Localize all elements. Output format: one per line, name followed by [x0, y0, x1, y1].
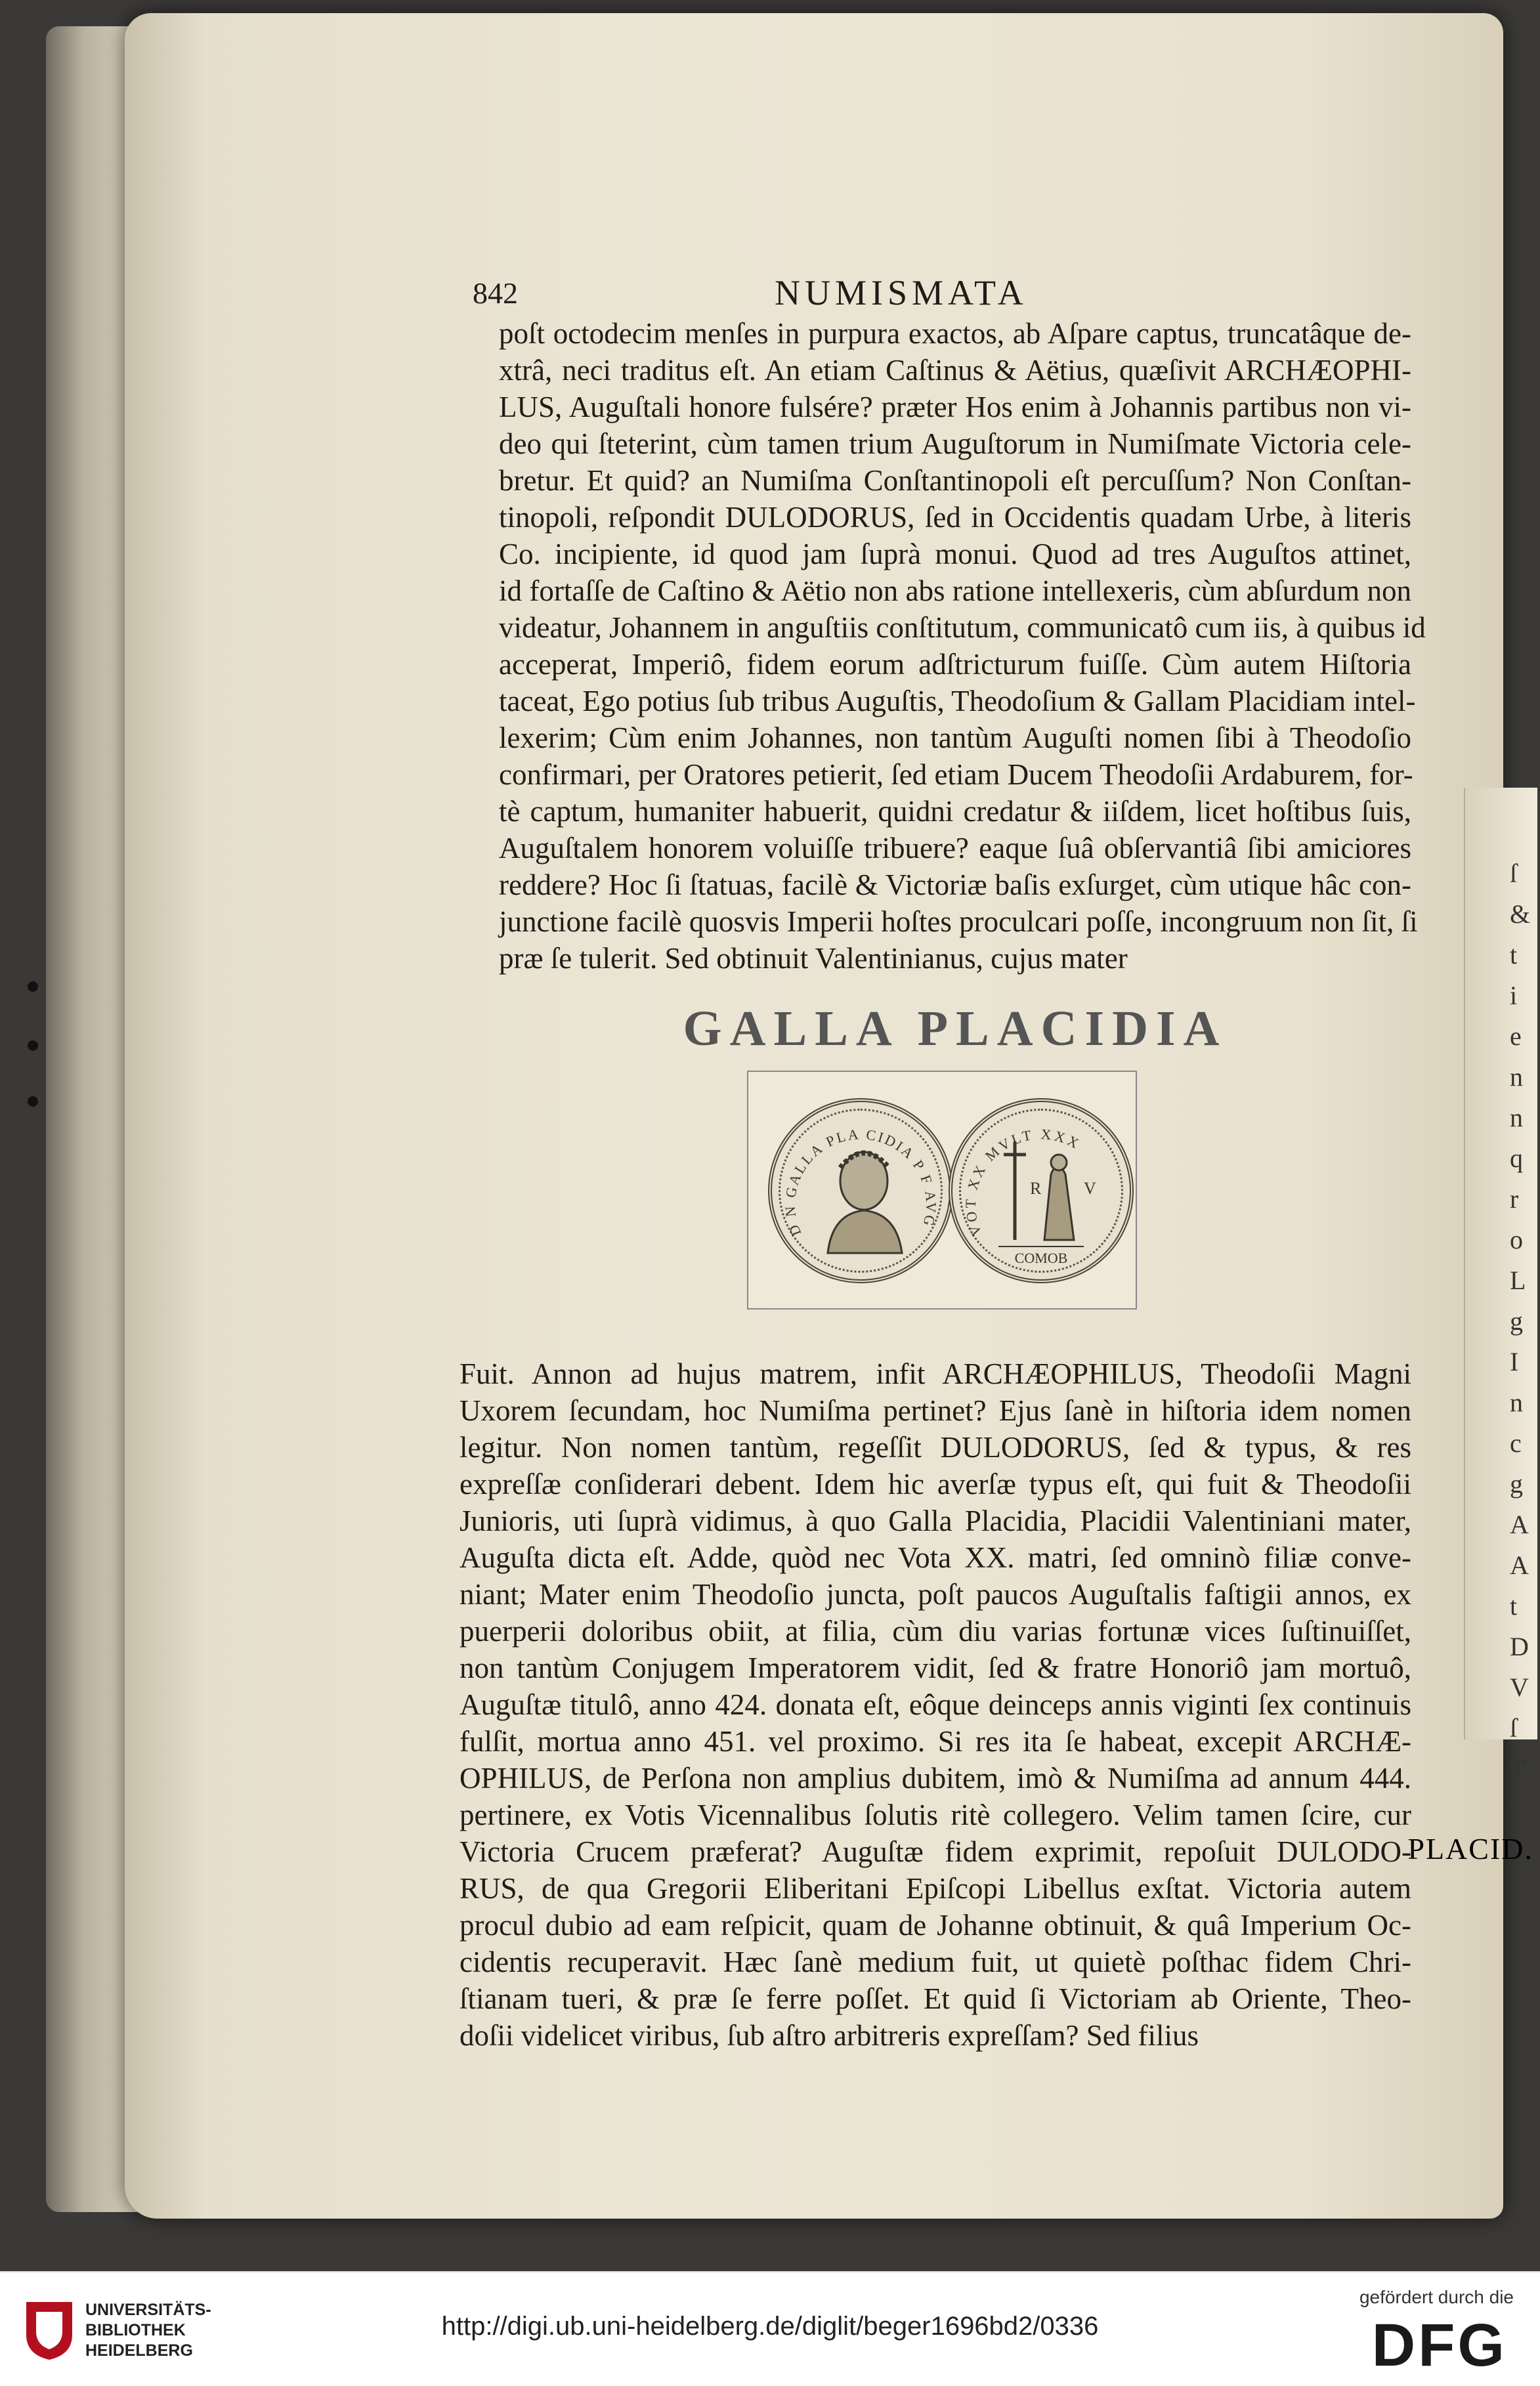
fragment-letter: D	[1510, 1632, 1529, 1661]
fragment-letter: A	[1510, 1550, 1529, 1580]
fragment-letter: o	[1510, 1225, 1523, 1254]
reverse-letter-right: V	[1084, 1179, 1096, 1198]
paragraph-2-line: RUS, de qua Gregorii Eliberitani Epiſcopi Libellus exſtat. Victoria autem	[460, 1872, 1411, 1905]
paragraph-1-line: id fortaſſe de Caſtino & Aëtio non abs ratione intellexeris, cùm abſurdum non	[499, 574, 1411, 607]
paragraph-1-line: Co. incipiente, id quod jam ſuprà monui. Quod ad tres Auguſtos attinet,	[499, 538, 1411, 570]
fragment-letter: n	[1510, 1388, 1523, 1417]
paragraph-2-line: Fuit. Annon ad hujus matrem, infit ARCHÆOPHILUS, Theodoſii Magni	[460, 1357, 1411, 1390]
fragment-letter: e	[1510, 1021, 1522, 1051]
text-block	[460, 263, 1426, 2054]
paragraph-2-line: doſii videlicet viribus, ſub aſtro arbitreris expreſſam? Sed filius	[460, 2019, 1199, 2052]
permalink-url[interactable]: http://digi.ub.uni-heidelberg.de/diglit/beger1696bd2/0336	[441, 2312, 1099, 2341]
fragment-letter: q	[1510, 1143, 1523, 1173]
paragraph-2-line: fulſit, mortua anno 451. vel proximo. Si res ita ſe habeat, excepit ARCHÆ-	[460, 1725, 1411, 1758]
exergue-mark: COMOB	[1014, 1250, 1068, 1266]
page-number: 842	[473, 276, 518, 310]
paragraph-2-line: cidentis recuperavit. Hæc ſanè medium fuit, ut quietè poſthac fidem Chri-	[460, 1946, 1411, 1978]
coin-plate	[747, 1071, 1137, 1310]
fragment-letter: I	[1510, 1347, 1519, 1376]
victory-with-cross-icon	[952, 1102, 1130, 1279]
right-page-fragment	[1510, 853, 1536, 1830]
paragraph-2-line: ſtianam tueri, & præ ſe ferre poſſet. Et quid ſi Victoriam ab Oriente, Theo-	[460, 1982, 1411, 2015]
dfg-logo: DFG	[1371, 2312, 1507, 2379]
paragraph-2-line: pertinere, ex Votis Vicennalibus ſolutis ritè collegero. Velim tamen ſcire, cur	[460, 1799, 1411, 1831]
fragment-letter: ſ	[1510, 1713, 1518, 1743]
fragment-letter: &	[1510, 899, 1531, 929]
paragraph-1-line: videatur, Johannem in anguſtiis conſtitutum, communicatô cum iis, à quibus id	[499, 611, 1426, 644]
running-title: NUMISMATA	[775, 273, 1028, 312]
paragraph-1-line: LUS, Auguſtali honore fulsére? præter Hos enim à Johannis partibus non vi-	[499, 391, 1411, 423]
paragraph-1-line: bretur. Et quid? an Numiſma Conſtantinopoli eſt percuſſum? Non Conſtan-	[499, 464, 1411, 497]
fragment-letter: A	[1510, 1510, 1529, 1539]
paragraph-1-line: confirmari, per Oratores petierit, ſed etiam Ducem Theodoſii Ardaburem, for-	[499, 758, 1413, 791]
paragraph-1-line: lexerim; Cùm enim Johannes, non tantùm Auguſti nomen ſibi à Theodoſio	[499, 721, 1411, 754]
paragraph-1-line: xtrâ, neci traditus eſt. An etiam Caſtinus & Aëtius, quæſivit ARCHÆOPHI-	[499, 354, 1411, 387]
paragraph-2-line: niant; Mater enim Theodoſio juncta, poſt paucos Auguſtalis faſtigii annos, ex	[460, 1578, 1411, 1611]
paragraph-1-line: Auguſtalem honorem voluiſſe tribuere? eaque ſuâ obſervantiâ ſibi amiciores	[499, 832, 1411, 864]
paragraph-1-line: taceat, Ego potius ſub tribus Auguſtis, Theodoſium & Gallam Placidiam intel-	[499, 685, 1416, 717]
paragraph-1-line: deo qui ſteterint, cùm tamen trium Auguſtorum in Numiſmate Victoria cele-	[499, 427, 1411, 460]
fragment-letter: c	[1510, 1428, 1522, 1458]
fragment-letter: g	[1510, 1469, 1523, 1499]
paragraph-1-line: acceperat, Imperiô, fidem eorum adſtricturum fuiſſe. Cùm autem Hiſtoria	[499, 648, 1411, 681]
paragraph-1-line: tè captum, humaniter habuerit, quidni credatur & iiſdem, licet hoſtibus ſuis,	[499, 795, 1411, 828]
coin-obverse	[768, 1098, 953, 1283]
paragraph-1-line: junctione facilè quosvis Imperii hoſtes proculcari poſſe, incongruum non ſit, ſi	[499, 905, 1418, 938]
obverse-legend: D N GALLA PLA CIDIA P F AVG	[781, 1126, 940, 1239]
reverse-legend: VOT XX MVLT XXX	[962, 1126, 1084, 1239]
fragment-letter: L	[1510, 1266, 1526, 1295]
paragraph-2-line: Victoria Crucem præferat? Auguſtæ fidem exprimit, repoſuit DULODO-	[460, 1835, 1411, 1868]
fragment-letter: t	[1510, 940, 1518, 969]
coin-reverse	[949, 1098, 1134, 1283]
paragraph-2-line: Junioris, uti ſuprà vidimus, à quo Galla Placidia, Placidii Valentiniani mater,	[460, 1504, 1411, 1537]
paragraph-2-line: Auguſtæ titulô, anno 424. donata eſt, eôque deinceps annis viginti ſex continuis	[460, 1688, 1411, 1721]
footer-bar	[0, 2271, 1540, 2386]
reverse-letter-left: R	[1030, 1179, 1042, 1198]
fragment-letter: t	[1510, 1591, 1518, 1621]
paragraph-2-line: Auguſta dicta eſt. Adde, quòd nec Vota XX. matri, ſed omninò filiæ conve-	[460, 1541, 1411, 1574]
fragment-letter: V	[1510, 1672, 1529, 1702]
paragraph-2-line: puerperii doloribus obiit, at filia, cùm diu varias fortunæ vices ſuſtinuiſſet,	[460, 1615, 1411, 1648]
running-head	[460, 263, 1411, 315]
paragraph-1	[499, 315, 1426, 977]
fragment-letter: i	[1510, 981, 1518, 1010]
fragment-letter: g	[1510, 1306, 1523, 1336]
paragraph-2-line: non tantùm Conjugem Imperatorem vidit, ſed & fratre Honoriô jam mortuô,	[460, 1651, 1411, 1684]
paragraph-1-line: præ ſe tulerit. Sed obtinuit Valentinianus, cujus mater	[499, 942, 1128, 975]
empress-bust-icon	[772, 1102, 949, 1279]
paragraph-2-line: Uxorem ſecundam, hoc Numiſma pertinet? Ejus ſanè in hiſtoria idem nomen	[460, 1394, 1411, 1427]
paragraph-1-line: reddere? Hoc ſi ſtatuas, facilè & Victoriæ baſis exſurget, cùm utique hâc con-	[499, 868, 1411, 901]
paragraph-2-line: expreſſæ conſiderari debent. Idem hic averſæ typus eſt, qui fuit & Theodoſii	[460, 1468, 1411, 1501]
paragraph-2-line: procul dubio ad eam reſpicit, quam de Johanne obtinuit, & quâ Imperium Oc-	[460, 1909, 1411, 1942]
paragraph-2	[460, 1355, 1411, 2054]
section-heading: GALLA PLACIDIA	[683, 1001, 1228, 1056]
paragraph-2-line: OPHILUS, de Perſona non amplius dubitem, imò & Numiſma ad annum 444.	[460, 1762, 1411, 1795]
paragraph-1-line: tinopoli, reſpondit DULODORUS, ſed in Occidentis quadam Urbe, à literis	[499, 501, 1411, 534]
fragment-letter: n	[1510, 1062, 1523, 1092]
fragment-letter: n	[1510, 1103, 1523, 1132]
catchword: PLACID.	[1407, 1832, 1533, 1865]
paragraph-1-line: poſt octodecim menſes in purpura exactos, ab Aſpare captus, truncatâque de-	[499, 317, 1411, 350]
fragment-letter: T	[1510, 1754, 1526, 1783]
institution-name: UNIVERSITÄTS- BIBLIOTHEK HEIDELBERG	[85, 2301, 211, 2360]
fragment-letter: r	[1510, 1184, 1519, 1214]
paragraph-2-line: legitur. Non nomen tantùm, regeſſit DULODORUS, ſed & typus, & res	[460, 1431, 1411, 1464]
fragment-letter: ſ	[1510, 859, 1518, 888]
funded-by-label: gefördert durch die	[1359, 2287, 1514, 2307]
fragment-letter: t	[1510, 1795, 1518, 1824]
